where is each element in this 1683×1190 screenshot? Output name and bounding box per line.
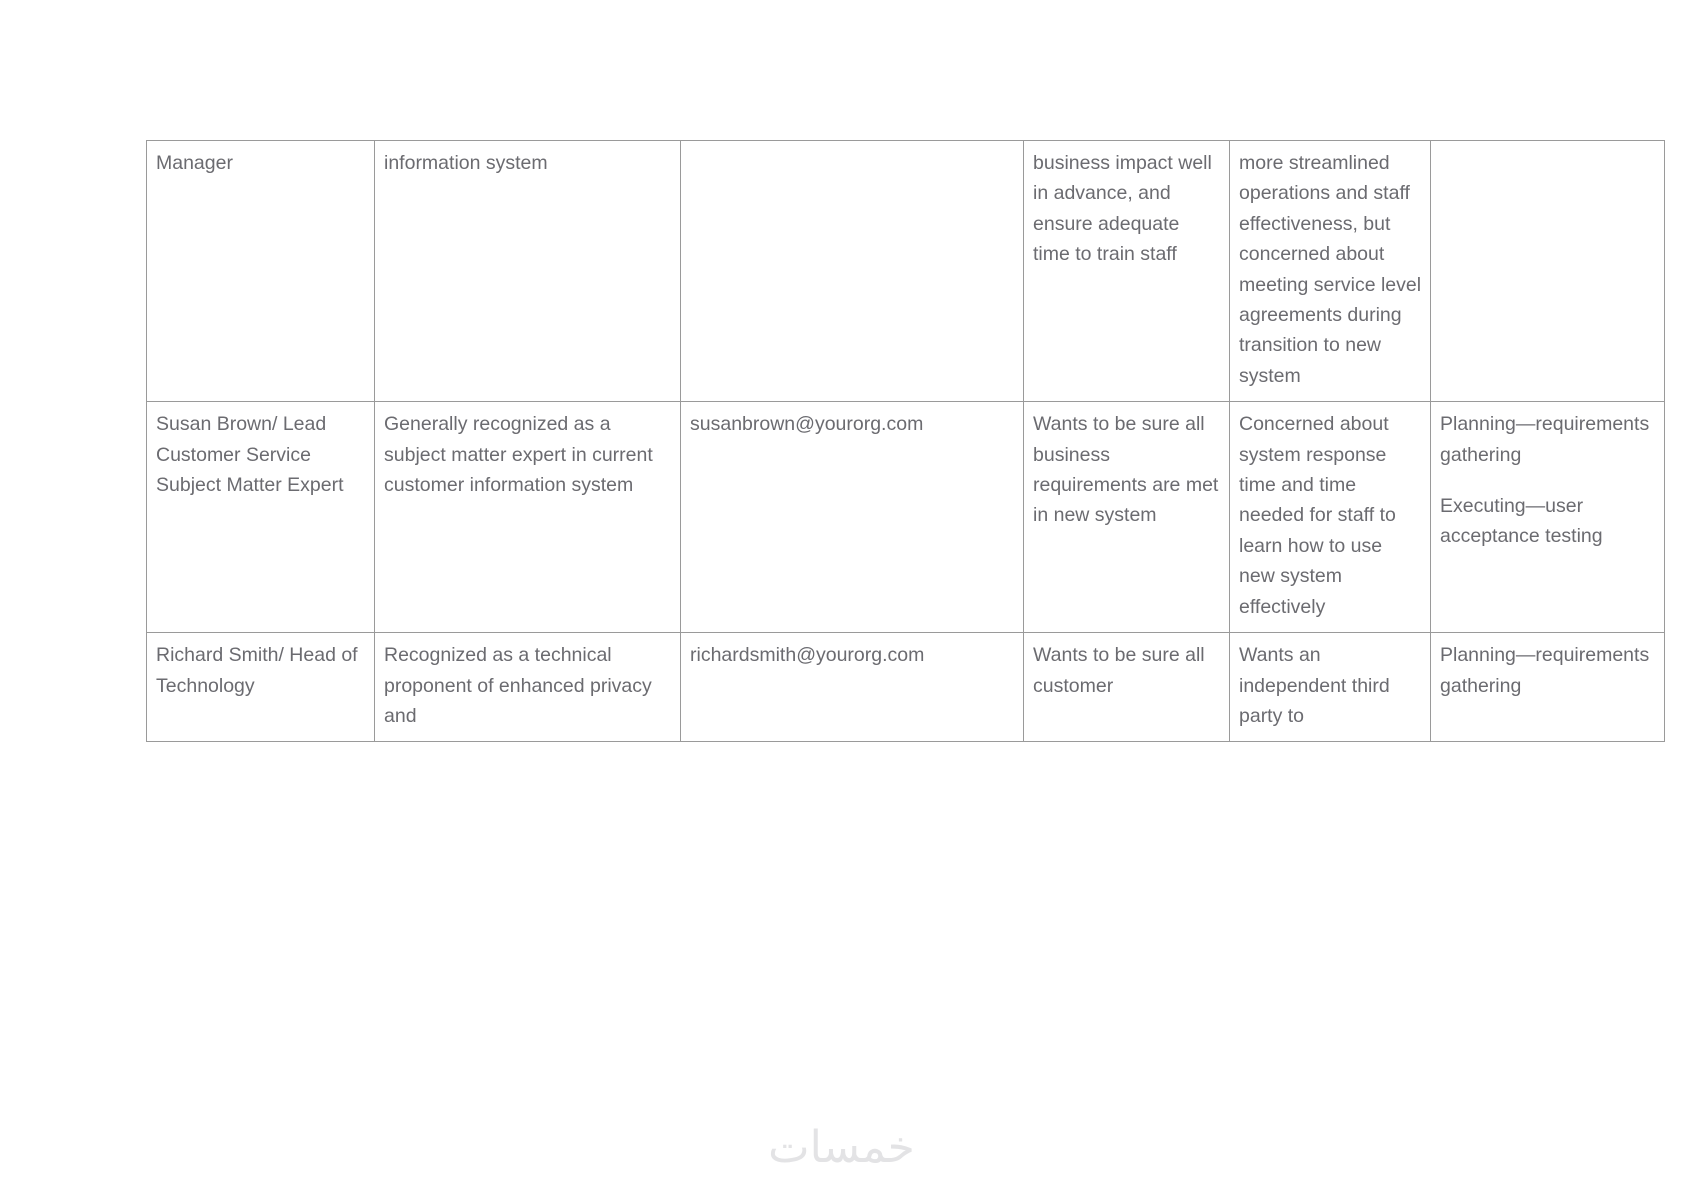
table-row: [147, 633, 1665, 742]
watermark: خمسات: [768, 1122, 915, 1173]
cell-requirements: Wants to be sure all business requirements are met in new system: [1024, 402, 1230, 633]
stakeholder-table-container: [146, 140, 1650, 742]
influence-phase-1: Planning—requirements gathering: [1440, 644, 1650, 697]
cell-contact: susanbrown@yourorg.com: [681, 402, 1024, 633]
cell-requirements: Wants to be sure all customer: [1024, 633, 1230, 742]
cell-contact: [681, 141, 1024, 402]
cell-expectations: more streamlined operations and staff effectiveness, but concerned about meeting service level agreements during transition to new system: [1230, 141, 1431, 402]
cell-name-role: Susan Brown/ Lead Customer Service Subject Matter Expert: [147, 402, 375, 633]
influence-phase-2: Executing—user acceptance testing: [1440, 495, 1603, 548]
cell-expectations: Wants an independent third party to: [1230, 633, 1431, 742]
table-row: [147, 141, 1665, 402]
cell-influence: [1431, 402, 1665, 633]
stakeholder-table: [146, 140, 1665, 742]
table-row: [147, 402, 1665, 633]
cell-requirements: business impact well in advance, and ensure adequate time to train staff: [1024, 141, 1230, 402]
cell-description: Generally recognized as a subject matter expert in current customer information system: [375, 402, 681, 633]
cell-influence: [1431, 633, 1665, 742]
cell-description: information system: [375, 141, 681, 402]
cell-name-role: Richard Smith/ Head of Technology: [147, 633, 375, 742]
cell-influence: [1431, 141, 1665, 402]
cell-name-role: Manager: [147, 141, 375, 402]
influence-phase-1: Planning—requirements gathering: [1440, 413, 1650, 466]
cell-contact: richardsmith@yourorg.com: [681, 633, 1024, 742]
cell-description: Recognized as a technical proponent of enhanced privacy and: [375, 633, 681, 742]
cell-expectations: Concerned about system response time and time needed for staff to learn how to use new system effectively: [1230, 402, 1431, 633]
